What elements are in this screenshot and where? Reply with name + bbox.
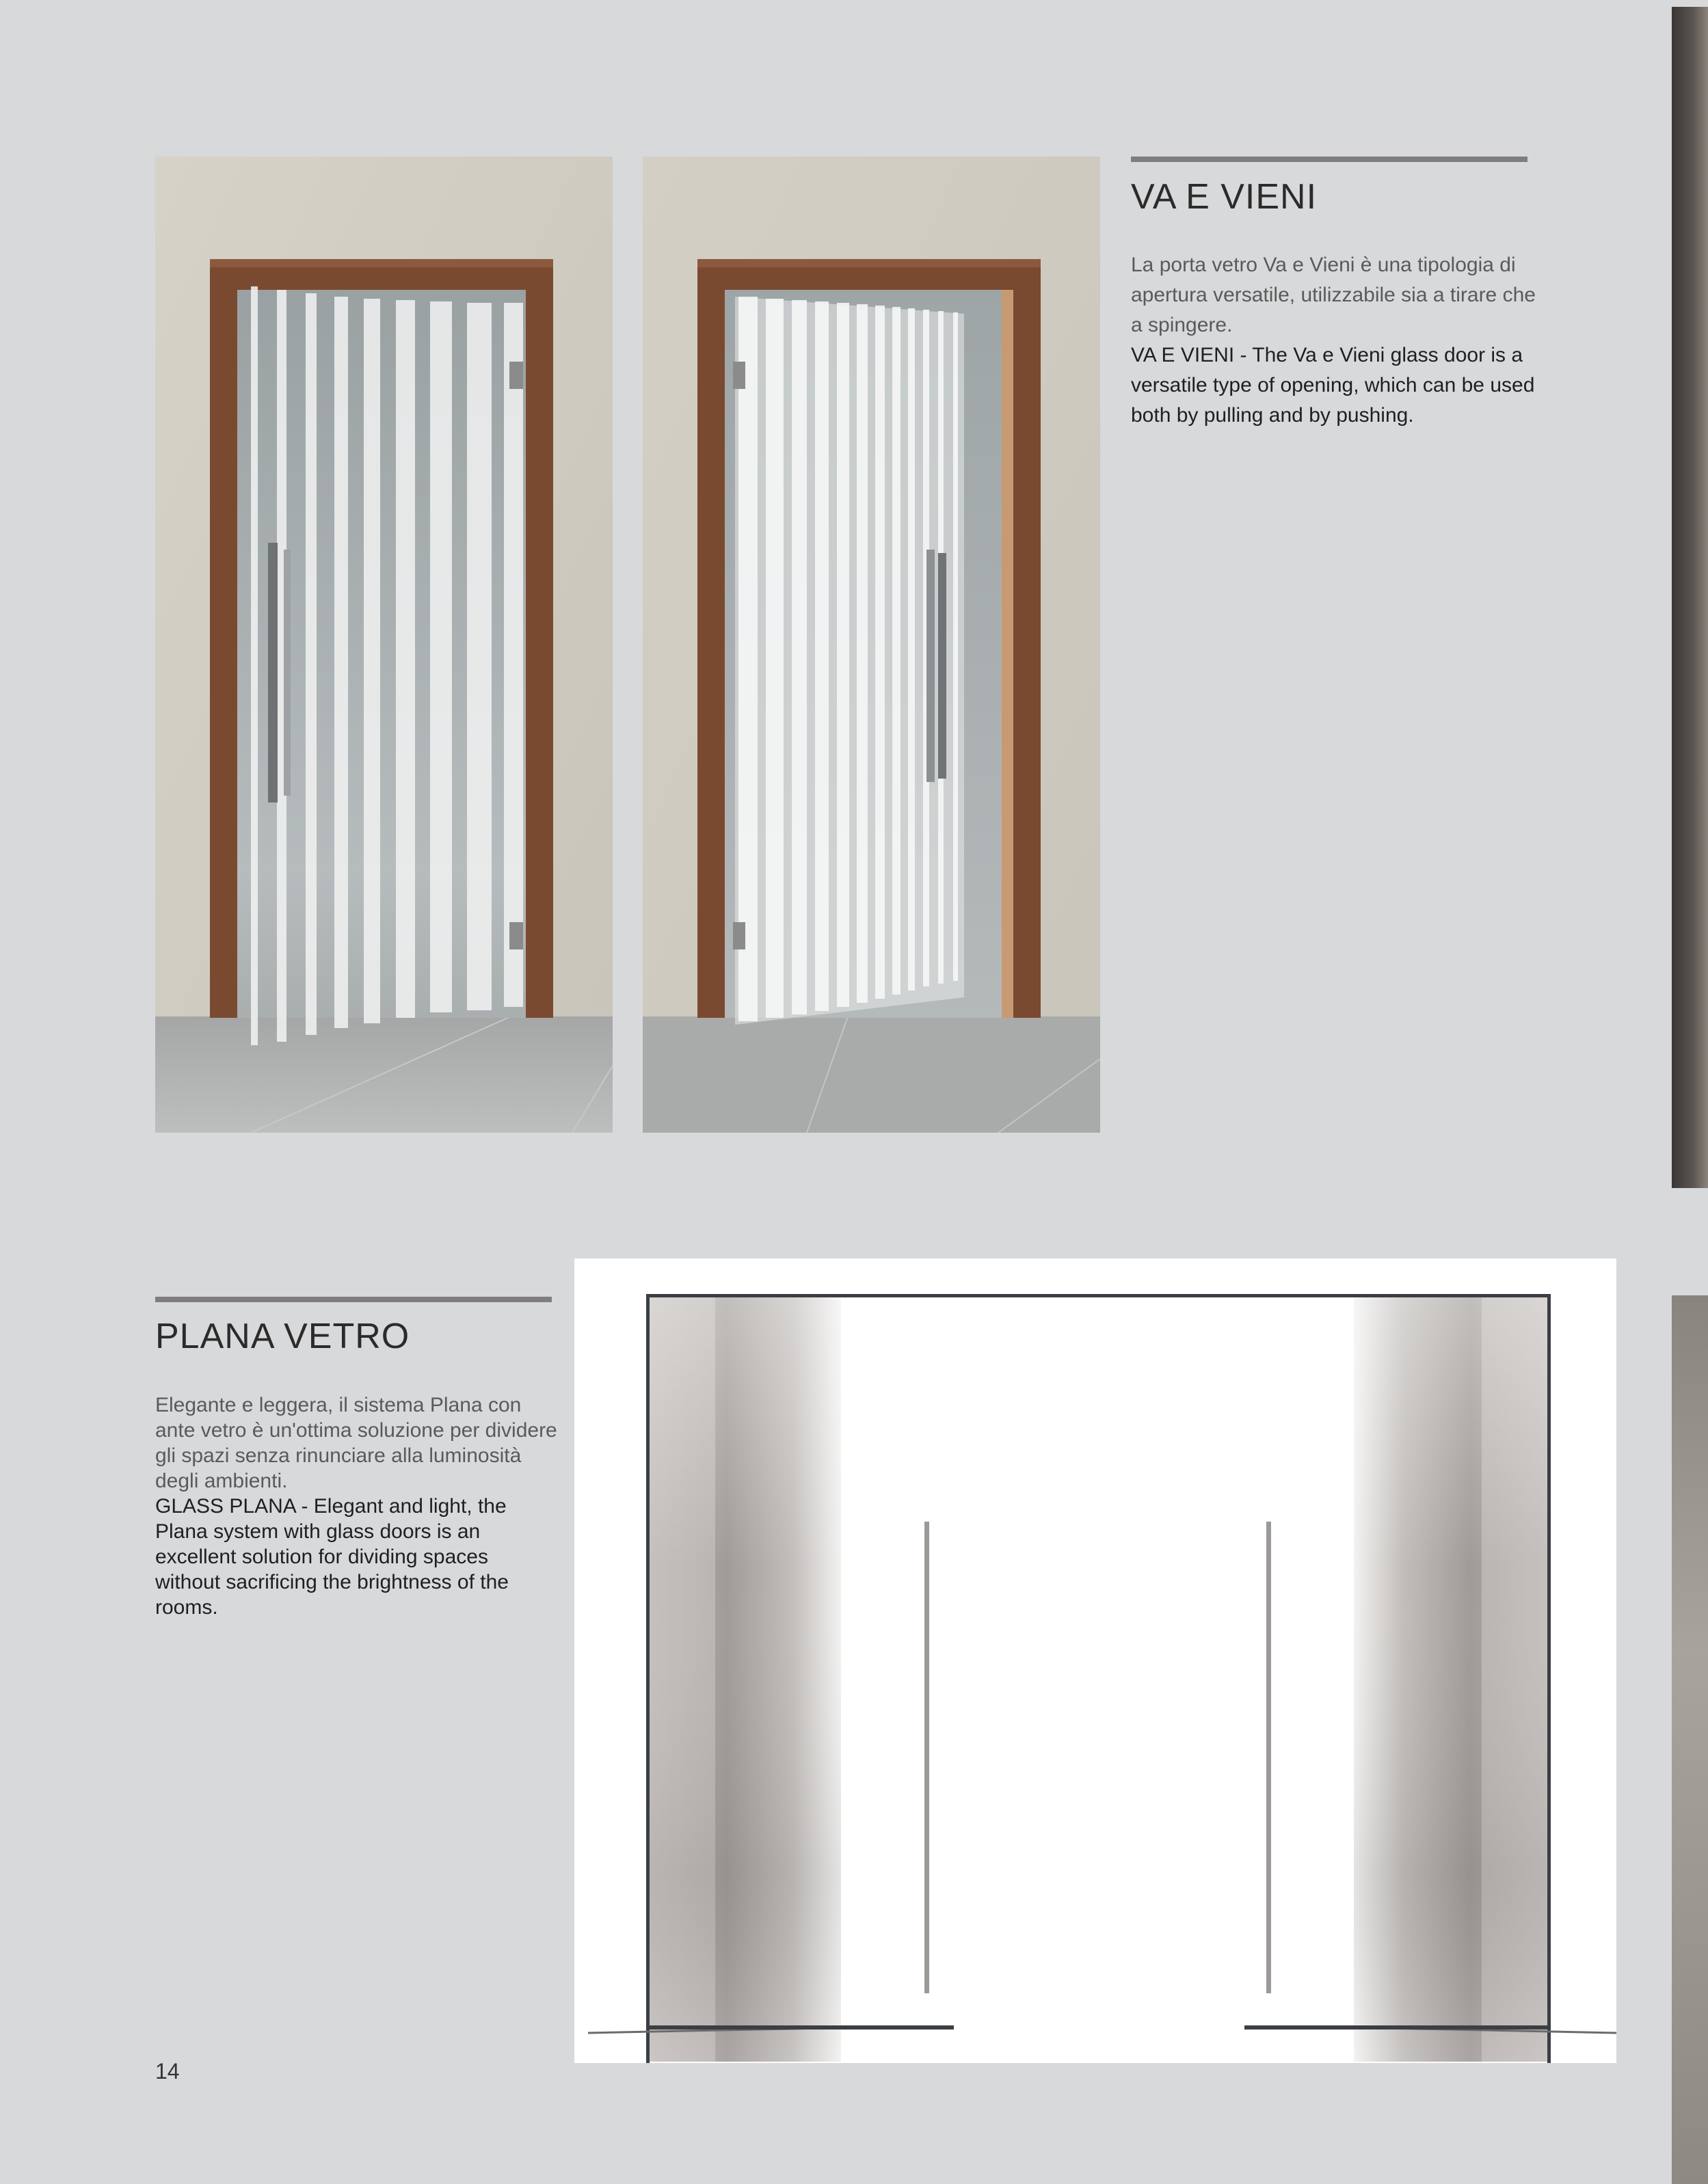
- plana-vetro-drawing: [574, 1258, 1616, 2063]
- va-e-vieni-text-en: VA E VIENI - The Va e Vieni glass door is a versatile type of opening, which can be used both by pulling and by pushing.: [1131, 344, 1535, 427]
- va-e-vieni-photo-push: [643, 157, 1100, 1133]
- plana-vetro-rule: [155, 1297, 552, 1302]
- right-edge-photo-top: [1672, 7, 1708, 1188]
- right-edge-photo-bottom: [1672, 1295, 1708, 2184]
- plana-vetro-title: PLANA VETRO: [155, 1317, 410, 1356]
- va-e-vieni-rule: [1131, 157, 1527, 162]
- plana-vetro-body: [155, 1392, 559, 1620]
- page-number: 14: [155, 2059, 180, 2084]
- va-e-vieni-body: [1131, 250, 1541, 431]
- plana-vetro-text-en: GLASS PLANA - Elegant and light, the Plana system with glass doors is an excellent solution for dividing spaces without sacrificing the brightness of the rooms.: [155, 1495, 509, 1619]
- va-e-vieni-text-it: La porta vetro Va e Vieni è una tipologia di apertura versatile, utilizzabile sia a tirare che a spingere.: [1131, 254, 1536, 336]
- plana-vetro-text-it: Elegante e leggera, il sistema Plana con ante vetro è un'ottima soluzione per dividere gli spazi senza rinunciare alla luminosità degli ambienti.: [155, 1394, 557, 1492]
- va-e-vieni-title: VA E VIENI: [1131, 177, 1318, 217]
- va-e-vieni-photo-pull: [155, 157, 613, 1133]
